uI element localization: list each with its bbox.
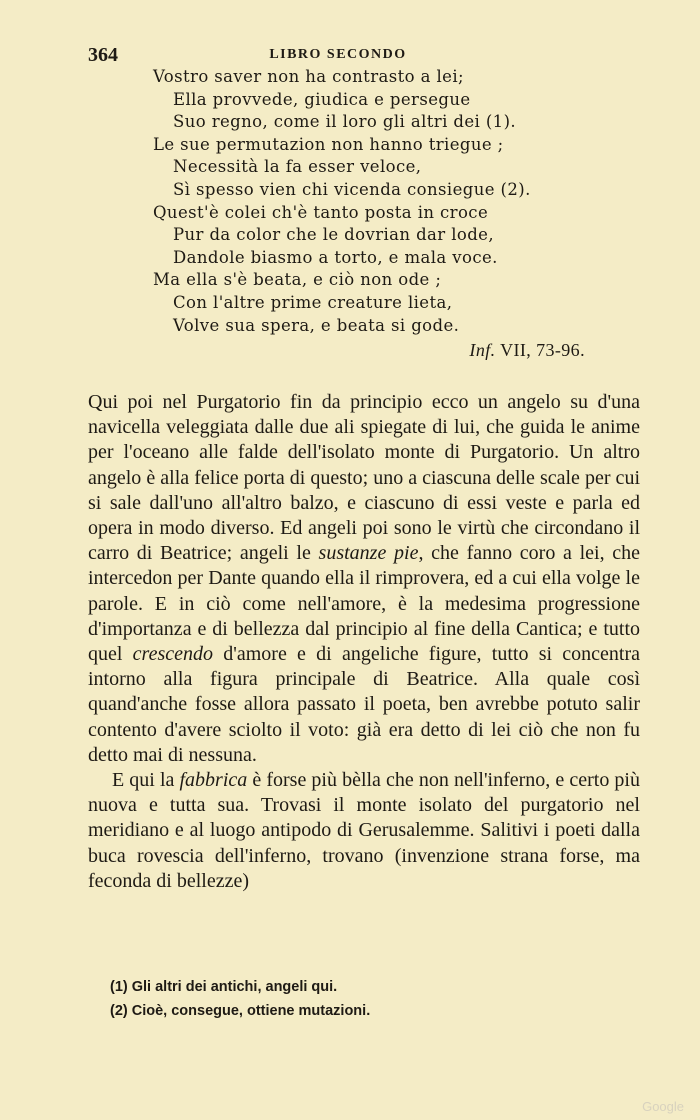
- poem-line: Le sue permutazion non hanno triegue ;: [153, 134, 504, 154]
- paragraph-2-italic-fabbrica: fabbrica: [179, 769, 248, 792]
- poem-line: Quest'è colei ch'è tanto posta in croce: [153, 202, 489, 222]
- paragraph-2: [88, 768, 640, 894]
- paragraph-1-italic-crescendo: crescendo: [132, 643, 214, 666]
- poem-line: Vostro saver non ha contrasto a lei;: [153, 67, 464, 86]
- citation-reference: VII, 73-96.: [495, 340, 585, 361]
- digitization-watermark: Google: [642, 1099, 684, 1114]
- poem-line: Suo regno, come il loro gli altri dei (1).: [173, 112, 517, 132]
- paragraph-1-text-e: d'amore e di angeliche figure, tutto si concentra intorno alla figura principale di Beatrice. Alla quale così quand'anche fosse allora passato il poeta, ben avrebbe potuto salir contento d'avere sciolto il voto: già era detto di lei ciò che non fu detto mai di nessuna.: [88, 643, 640, 766]
- page-number: 364: [88, 44, 118, 66]
- poem-quotation: [153, 66, 593, 362]
- poem-line: Con l'altre prime creature lieta,: [173, 292, 453, 312]
- poem-lines: [153, 66, 593, 337]
- poem-line: Pur da color che le dovrian dar lode,: [173, 225, 494, 245]
- footnote-2: (2) Cioè, consegue, ottiene mutazioni.: [110, 1003, 371, 1019]
- paragraph-2-text-c: è forse più bèlla che non nell'inferno, e certo più nuova e tutta sua. Trovasi il monte isolato del purgatorio nel meridiano e al luogo antipodo di Gerusalemme. Salitivi i poeti dalla buca rovescia dell'inferno, trovano (invenzione strana forse, ma feconda di bellezze): [88, 769, 640, 892]
- footnotes: [110, 975, 610, 1023]
- poem-line: Necessità la fa esser veloce,: [173, 157, 422, 177]
- poem-line: Volve sua spera, e beata si gode.: [173, 315, 460, 335]
- citation-work: Inf.: [469, 340, 496, 361]
- poem-line: Sì spesso vien chi vicenda consiegue (2).: [173, 179, 531, 199]
- body-text: [88, 390, 640, 894]
- paragraph-1-text-c: , che fanno coro a lei, che intercedon per Dante quando ella il rimprovera, ed a cui ella volge le parole. E in ciò come nell'amore, è la medesima progressione d'importanza e di bellezza dal principio al fine della Cantica; e tutto quel: [88, 542, 641, 666]
- paragraph-1: [88, 390, 640, 768]
- poem-citation: [153, 339, 593, 362]
- paragraph-2-text-a: E qui la: [112, 769, 180, 792]
- footnote-1: (1) Gli altri dei antichi, angeli qui.: [110, 979, 338, 995]
- paragraph-1-italic-sustanze: sustanze pie: [318, 542, 419, 565]
- paragraph-1-text-a: Qui poi nel Purgatorio fin da principio ecco un angelo su d'una navicella veleggiata dalle due ali spiegate di lui, che guida le anime per l'oceano alle falde dell'isolato monte di Purgatorio. Un altro angelo è alla felice porta di questo; uno a ciascuna delle scale per cui si sale dall'uno all'altro balzo, e ciascuno di essi veste e parla ed opera in modo diverso. Ed angeli poi sono le virtù che circondano il carro di Beatrice; angeli le: [88, 391, 640, 565]
- running-title: LIBRO SECONDO: [269, 47, 407, 62]
- poem-line: Ma ella s'è beata, e ciò non ode ;: [153, 270, 442, 290]
- poem-line: Ella provvede, giudica e persegue: [173, 89, 471, 109]
- poem-line: Dandole biasmo a torto, e mala voce.: [173, 247, 498, 267]
